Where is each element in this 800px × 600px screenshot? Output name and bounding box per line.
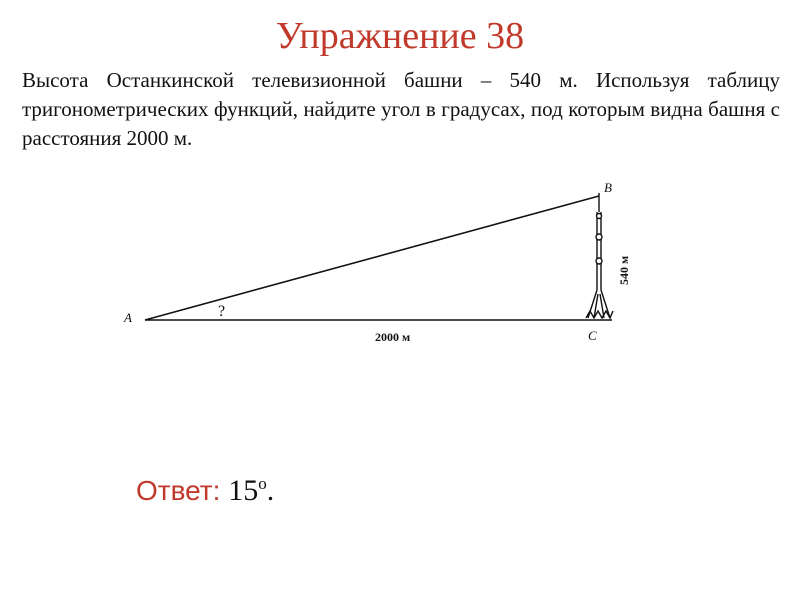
point-b-label: B: [604, 180, 612, 195]
degree-sign: o: [258, 474, 267, 493]
point-c-label: C: [588, 328, 597, 343]
page-title: Упражнение 38: [275, 15, 525, 57]
problem-text: Высота Останкинской телевизионной башни – 540 м. Используя таблицу тригонометрических функций, найдите угол в градусах, под которым видна башня с расстояния 2000 м.: [22, 68, 780, 150]
tower-icon: [586, 193, 613, 318]
answer: [136, 474, 274, 508]
answer-value: 15: [228, 474, 259, 507]
point-a-label: A: [124, 310, 132, 325]
answer-value-group: [228, 474, 274, 507]
side-ab: [145, 196, 599, 320]
height-label: 540 м: [617, 255, 631, 285]
answer-period: .: [266, 474, 275, 507]
base-length-label: 2000 м: [375, 330, 411, 344]
answer-label: Ответ:: [136, 475, 221, 506]
angle-label: ?: [218, 303, 226, 320]
